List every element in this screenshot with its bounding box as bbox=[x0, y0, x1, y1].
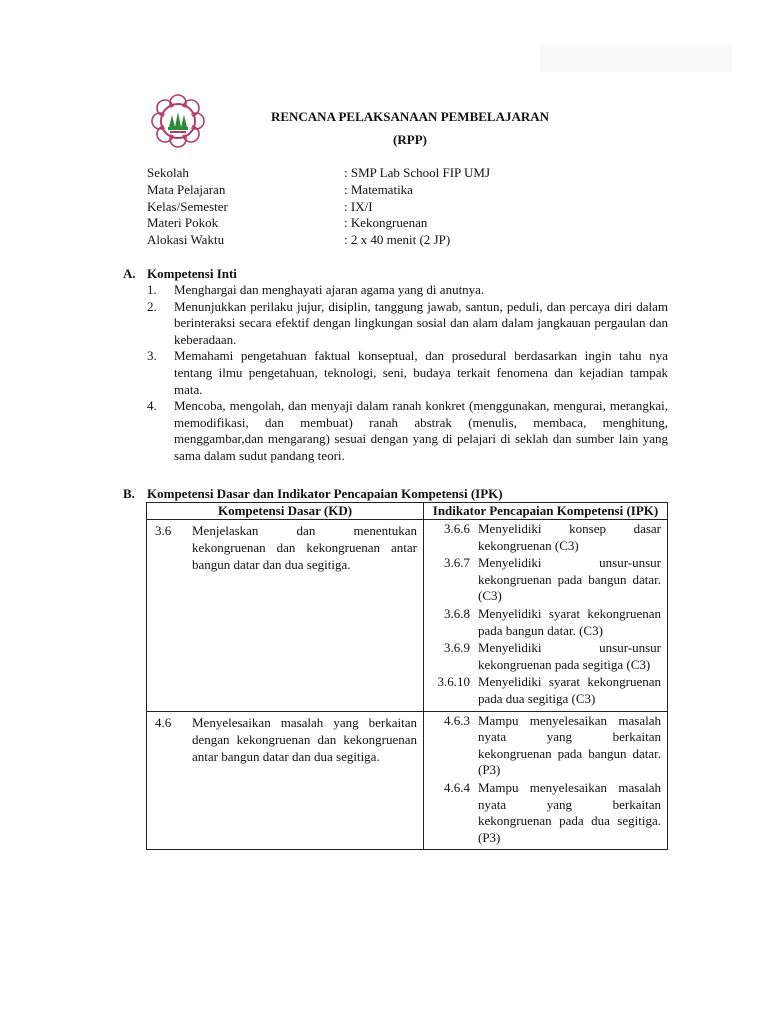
ipk-text: Mampu menyelesaikan masalah nyata yang berkaitan kekongruenan pada dua segitiga. (P3) bbox=[478, 779, 661, 845]
list-number: 3. bbox=[147, 348, 157, 364]
ipk-item bbox=[426, 674, 661, 707]
section-kompetensi-inti bbox=[123, 266, 668, 465]
info-value: : SMP Lab School FIP UMJ bbox=[344, 165, 491, 180]
kd-cell bbox=[147, 711, 424, 850]
section-letter: A. bbox=[123, 266, 136, 281]
header-placeholder bbox=[540, 44, 732, 72]
list-text: Memahami pengetahuan faktual konseptual, dan prosedural berdasarkan ingin tahu nya tentang ilmu pengetahuan, teknologi, seni, budaya terkait fenomena dan kejadian tampak mata. bbox=[174, 348, 668, 397]
ipk-number: 3.6.8 bbox=[444, 605, 470, 621]
list-number: 4. bbox=[147, 398, 157, 414]
info-label: Kelas/Semester bbox=[147, 198, 228, 214]
info-row-school bbox=[147, 165, 667, 182]
ipk-number: 3.6.7 bbox=[444, 555, 470, 571]
kd-number: 4.6 bbox=[155, 714, 172, 730]
list-item bbox=[147, 348, 668, 398]
section-heading bbox=[123, 266, 668, 282]
section-title: Kompetensi Dasar dan Indikator Pencapaian Kompetensi (IPK) bbox=[147, 486, 503, 501]
kd-ipk-table bbox=[146, 502, 668, 850]
ipk-cell bbox=[424, 520, 668, 712]
info-value: : 2 x 40 menit (2 JP) bbox=[344, 232, 451, 248]
info-value: : IX/I bbox=[344, 198, 373, 214]
ipk-item bbox=[426, 640, 661, 673]
info-row-time bbox=[147, 232, 667, 249]
list-number: 2. bbox=[147, 298, 157, 314]
kd-text: Menyelesaikan masalah yang berkaitan dengan kekongruenan dan kekongruenan antar bangun datar dan dua segitiga. bbox=[192, 714, 417, 764]
document-title: RENCANA PELAKSANAAN PEMBELAJARAN bbox=[270, 109, 550, 124]
ipk-number: 3.6.10 bbox=[437, 674, 470, 690]
ipk-cell bbox=[424, 711, 668, 850]
section-title: Kompetensi Inti bbox=[147, 266, 237, 281]
list-text: Menunjukkan perilaku jujur, disiplin, tanggung jawab, santun, peduli, dan percaya diri dalam berinteraksi secara efektif dengan lingkungan sosial dan alam dalam jangkauan pergaulan dan keberadaan. bbox=[174, 298, 668, 347]
document-subtitle: (RPP) bbox=[393, 132, 427, 147]
ipk-number: 3.6.6 bbox=[444, 521, 470, 536]
info-row-topic bbox=[147, 215, 667, 232]
column-header-ipk: Indikator Pencapaian Kompetensi (IPK) bbox=[424, 503, 668, 520]
table-row bbox=[147, 711, 668, 850]
kd-item bbox=[155, 714, 417, 766]
ipk-text: Mampu menyelesaikan masalah nyata yang berkaitan kekongruenan pada bangun datar. (P3) bbox=[478, 712, 661, 778]
section-kompetensi-dasar bbox=[123, 486, 668, 502]
info-label: Alokasi Waktu bbox=[147, 232, 225, 248]
section-heading bbox=[123, 486, 668, 502]
info-label: Mata Pelajaran bbox=[147, 181, 226, 197]
ipk-text: Menyelidiki syarat kekongruenan pada dua segitiga (C3) bbox=[478, 674, 661, 706]
table-row bbox=[147, 520, 668, 712]
info-row-class bbox=[147, 199, 667, 216]
info-value: : Matematika bbox=[344, 181, 413, 197]
section-letter: B. bbox=[123, 486, 135, 501]
list-text: Mencoba, mengolah, dan menyaji dalam ranah konkret (menggunakan, mengurai, merangkai, memodifikasi, dan membuat) ranah abstrak (menulis, membaca, menghitung, menggambar,dan mengarang) sesuai dengan yang di pelajari di seklah dan sumber lain yang sama dalam sudut pandang teori. bbox=[174, 398, 668, 463]
ipk-number: 4.6.4 bbox=[444, 779, 470, 795]
info-label: Materi Pokok bbox=[147, 215, 219, 231]
ipk-item bbox=[426, 606, 661, 639]
list-text: Menghargai dan menghayati ajaran agama yang di anutnya. bbox=[174, 282, 485, 297]
ipk-item bbox=[426, 780, 661, 846]
identity-info bbox=[147, 165, 667, 249]
list-item bbox=[147, 398, 668, 464]
info-label: Sekolah bbox=[147, 165, 189, 180]
ipk-item bbox=[426, 555, 661, 605]
ipk-text: Menyelidiki unsur-unsur kekongruenan pada segitiga (C3) bbox=[478, 640, 661, 672]
list-item bbox=[147, 282, 668, 299]
kd-text: Menjelaskan dan menentukan kekongruenan dan kekongruenan antar bangun datar dan dua segitiga. bbox=[192, 523, 417, 573]
info-row-subject bbox=[147, 182, 667, 199]
ipk-number: 3.6.9 bbox=[444, 640, 470, 656]
column-header-kd: Kompetensi Dasar (KD) bbox=[147, 503, 424, 520]
table-header-row bbox=[147, 503, 668, 520]
info-value: : Kekongruenan bbox=[344, 215, 428, 231]
list-item bbox=[147, 299, 668, 349]
ipk-number: 4.6.3 bbox=[444, 712, 470, 728]
kd-item bbox=[155, 522, 417, 574]
ipk-text: Menyelidiki unsur-unsur kekongruenan pada bangun datar. (C3) bbox=[478, 555, 661, 604]
ipk-item bbox=[426, 713, 661, 779]
ipk-item bbox=[426, 521, 661, 554]
competency-list bbox=[147, 282, 668, 465]
ipk-text: Menyelidiki syarat kekongruenan pada bangun datar. (C3) bbox=[478, 605, 661, 638]
ipk-text: Menyelidiki konsep dasar kekongruenan (C3) bbox=[478, 521, 661, 553]
list-number: 1. bbox=[147, 282, 157, 297]
kd-number: 3.6 bbox=[155, 523, 172, 538]
kd-cell bbox=[147, 520, 424, 712]
